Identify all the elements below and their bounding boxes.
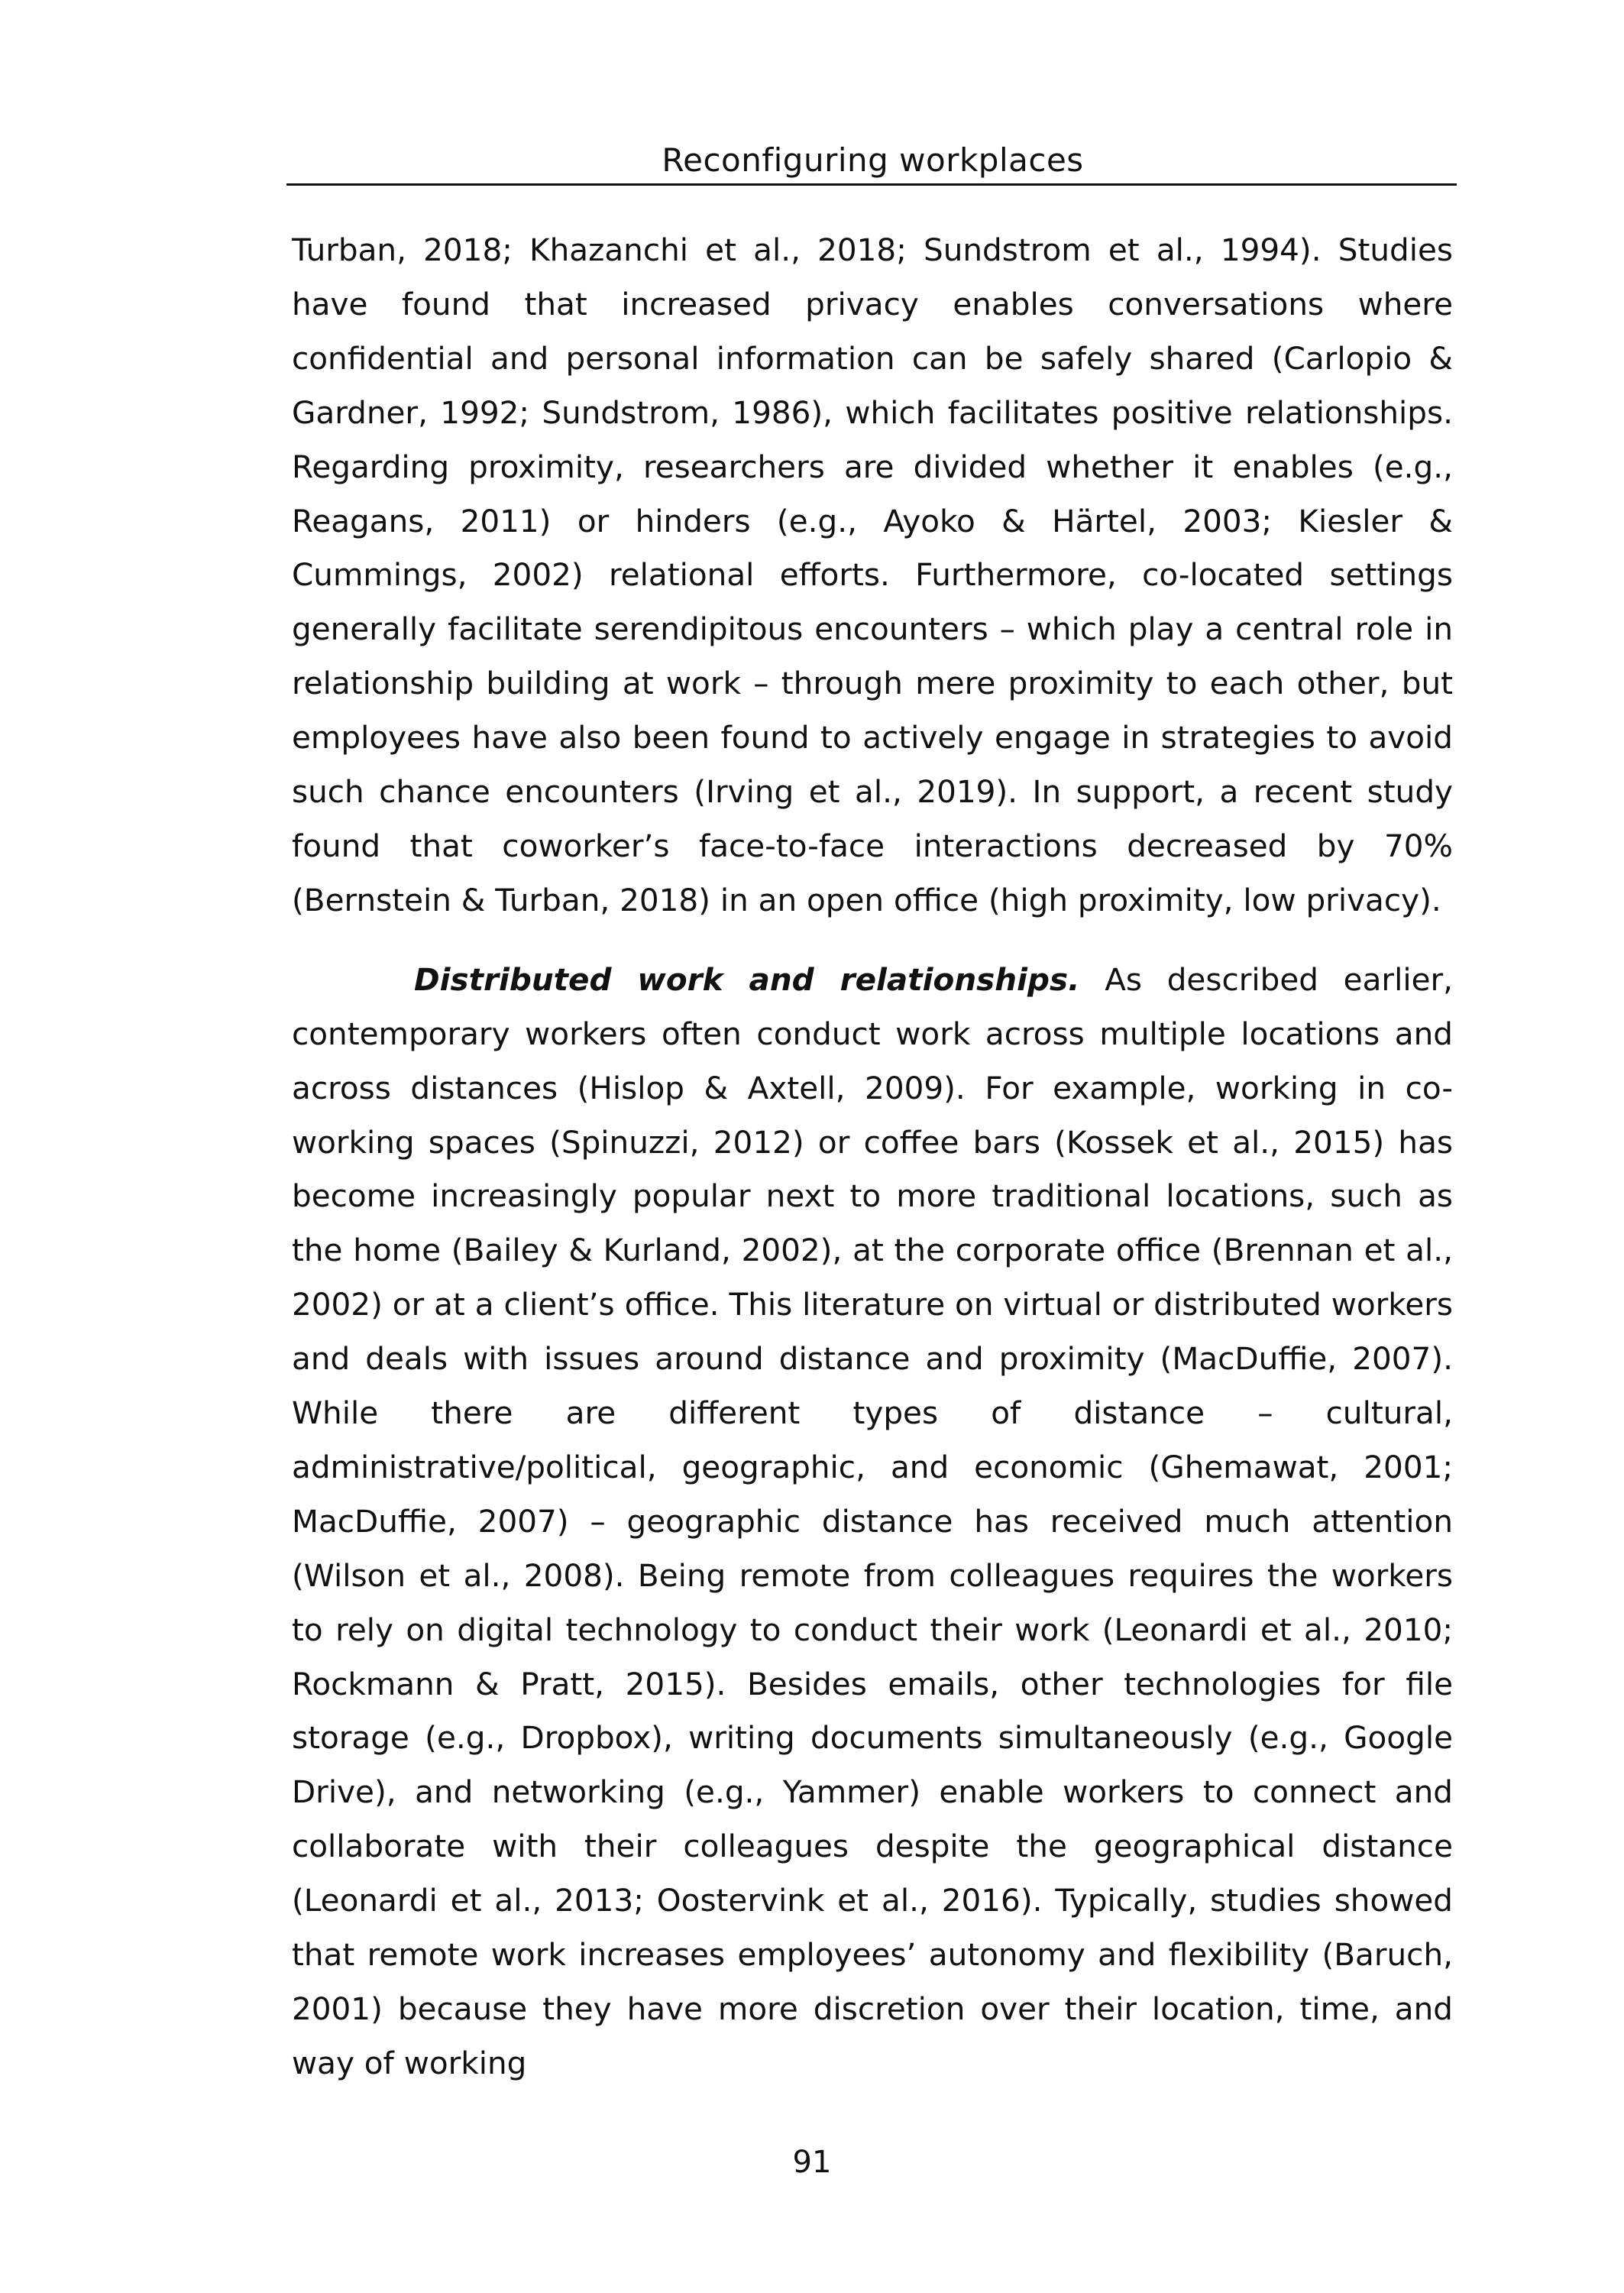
paragraph-distributed-work-text: As described earlier, contemporary workers often conduct work across multiple locations and across distances (Hislop & Axtell, 2009). For example, working in co-working spaces (Spinuzzi, 2012) or coffee bars (Kossek et al., 2015) has become increasingly popular next to more traditional locations, such as the home (Bailey & Kurland, 2002), at the corporate office (Brennan et al., 2002) or at a client’s office. This literature on virtual or distributed workers and deals with issues around distance and proximity (MacDuffie, 2007). While there are different types of distance – cultural, administrative/political, geographic, and economic (Ghemawat, 2001; MacDuffie, 2007) – geographic distance has received much attention (Wilson et al., 2008). Being remote from colleagues requires the workers to rely on digital technology to conduct their work (Leonardi et al., 2010; Rockmann & Pratt, 2015). Besides emails, other technologies for file storage (e.g., Dropbox), writing documents simultaneously (e.g., Google Drive), and networking (e.g., Yammer) enable workers to connect and collaborate with their colleagues despite the geographical distance (Leonardi et al., 2013; Oostervink et al., 2016). Typically, studies showed that remote work increases employees’ autonomy and flexibility (Baruch, 2001) because they have more discretion over their location, time, and way of working <box>292 960 1454 2081</box>
paragraph-distributed-work <box>292 953 1453 2091</box>
running-header-title: Reconfiguring workplaces <box>662 141 1084 179</box>
run-in-heading: Distributed work and relationships. <box>414 960 1080 998</box>
body-text <box>292 223 1453 2091</box>
paragraph-continued: Turban, 2018; Khazanchi et al., 2018; Sundstrom et al., 1994). Studies have found that increased privacy enables conversations where confidential and personal information can be safely shared (Carlopio & Gardner, 1992; Sundstrom, 1986), which facilitates positive relationships. Regarding proximity, researchers are divided whether it enables (e.g., Reagans, 2011) or hinders (e.g., Ayoko & Härtel, 2003; Kiesler & Cummings, 2002) relational efforts. Furthermore, co-located settings generally facilitate serendipitous encounters – which play a central role in relationship building at work – through mere proximity to each other, but employees have also been found to actively engage in strategies to avoid such chance encounters (Irving et al., 2019). In support, a recent study found that coworker’s face-to-face interactions decreased by 70% (Bernstein & Turban, 2018) in an open office (high proximity, low privacy). <box>292 232 1453 918</box>
header-rule <box>286 183 1457 186</box>
page-number: 91 <box>792 2145 832 2180</box>
